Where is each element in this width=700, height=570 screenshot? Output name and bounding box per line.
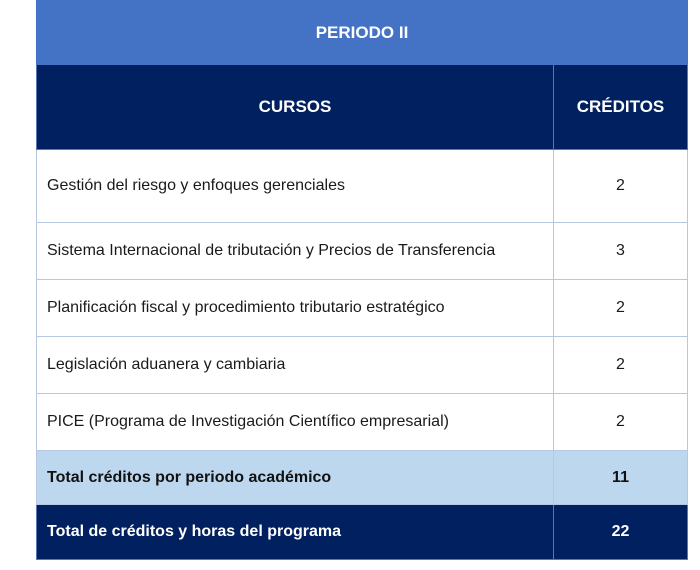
period-total-row: [37, 451, 688, 505]
course-credits: 2: [554, 337, 688, 394]
table-row: [37, 150, 688, 223]
course-name: Planificación fiscal y procedimiento tributario estratégico: [37, 280, 554, 337]
period-title: PERIODO II: [37, 1, 688, 65]
header-row: [37, 65, 688, 150]
table-row: [37, 394, 688, 451]
course-name: Gestión del riesgo y enfoques gerenciales: [37, 150, 554, 223]
course-credits: 2: [554, 280, 688, 337]
credits-table: [36, 0, 688, 560]
courses-header: CURSOS: [37, 65, 554, 150]
program-total-label: Total de créditos y horas del programa: [37, 505, 554, 560]
program-total-value: 22: [554, 505, 688, 560]
period-total-label: Total créditos por periodo académico: [37, 451, 554, 505]
period-row: [37, 1, 688, 65]
course-credits: 3: [554, 223, 688, 280]
credits-header: CRÉDITOS: [554, 65, 688, 150]
course-name: Sistema Internacional de tributación y Precios de Transferencia: [37, 223, 554, 280]
period-total-value: 11: [554, 451, 688, 505]
table-row: [37, 280, 688, 337]
course-name: PICE (Programa de Investigación Científico empresarial): [37, 394, 554, 451]
course-credits: 2: [554, 394, 688, 451]
table-row: [37, 223, 688, 280]
course-credits: 2: [554, 150, 688, 223]
course-name: Legislación aduanera y cambiaria: [37, 337, 554, 394]
program-total-row: [37, 505, 688, 560]
table-row: [37, 337, 688, 394]
